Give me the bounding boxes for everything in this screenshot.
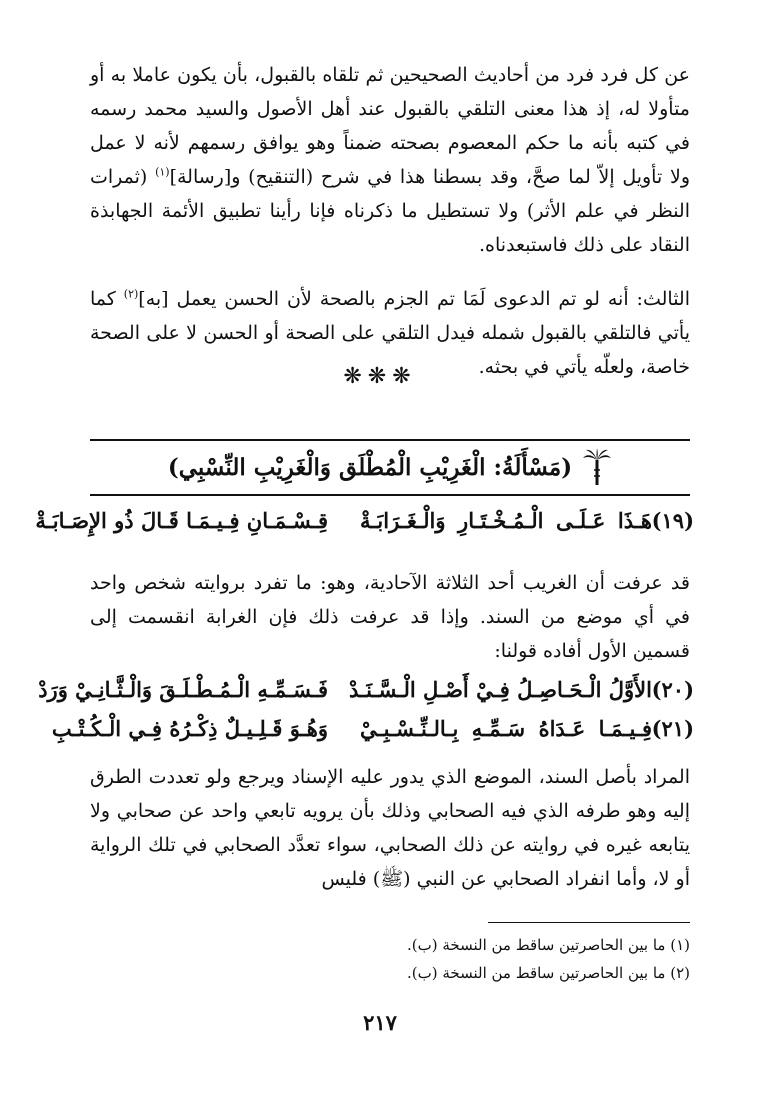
footnote-marker: (٢) <box>670 964 690 982</box>
footnote-divider <box>488 922 690 923</box>
verse-first-hemistich: هَـذَا عَـلَـى الْـمُـخْـتَـارِ وَالْـغَـرَابَـةْ <box>360 508 652 533</box>
paragraph-1-tail: (ثمرات النظر في علم الأثر) ولا تستطيل ما ذكرناه فإنا رأينا تطبيق الأئمة الجهابذة النقاد على ذلك فاستبعدناه. <box>90 166 690 256</box>
paragraph-2-text: الثالث: أنه لو تم الدعوى لَمَا تم الجزم بالصحة لأن الحسن يعمل [به] <box>138 288 690 310</box>
paragraph-2-tail: كما يأتي فالتلقي بالقبول شمله فيدل التلقي على الصحة أو الحسن لا على الصحة خاصة، ولعلّه يأتي في بحثه. <box>90 288 690 378</box>
paragraph-3: قد عرفت أن الغريب أحد الثلاثة الآحادية، وهو: ما تفرد بروايته شخص واحد في أي موضع من السند. وإذا قد عرفت ذلك فإن الغرابة انقسمت إلى قسمين الأول أفاده قولنا: <box>90 572 690 662</box>
heading-rule-top <box>90 439 690 441</box>
footnote-text: ما بين الحاصرتين ساقط من النسخة (ب). <box>407 936 666 954</box>
verse-second-hemistich: فَـسَـمِّـهِ الْـمُـطْـلَـقَ وَالْـثَّـانِـيْ وَرَدْ <box>38 677 328 702</box>
page-number: ٢١٧ <box>363 1010 397 1035</box>
verse-second-hemistich: وَهُـوَ قَـلِـيـلٌ ذِكْـرُهُ فِـي الْـكُـتْـبِ <box>51 716 328 741</box>
verse-first-hemistich: الأَوَّلُ الْـحَـاصِـلُ فِـيْ أَصْـلِ الْـسَّـنَـدْ <box>348 677 652 702</box>
footnote-ref-2: (٢) <box>123 287 139 301</box>
paragraph-4: المراد بأصل السند، الموضع الذي يدور عليه الإسناد ويرجع ولو تعددت الطرق إليه وهو طرفه الذي فيه الصحابي وذلك بأن يرويه تابعي واحد عن صحابي ولا يتابعه غيره في روايته عن ذلك الصحابي، سواء تعدَّد الصحابي في تلك الرواية أو لا، وأما انفراد الصحابي عن النبي (ﷺ) فليس <box>90 766 690 890</box>
footnote-text: ما بين الحاصرتين ساقط من النسخة (ب). <box>407 964 666 982</box>
verse-line <box>51 712 694 746</box>
section-heading-text: (مَسْأَلَةُ: الْغَرِيْبِ الْمُطْلَق وَالْغَرِيْبِ النِّسْبِي) <box>167 453 573 481</box>
palm-tree-icon <box>582 448 612 486</box>
heading-rule-bottom <box>90 494 690 496</box>
verse-second-hemistich: قِـسْـمَـانِ فِـيـمَـا قَـالَ ذُو الإِصَـابَـةْ <box>35 508 328 533</box>
section-separator: ❋❋❋ <box>343 364 417 389</box>
paragraph-1 <box>90 58 690 262</box>
verse-line <box>35 504 694 538</box>
footnote-1 <box>90 932 690 958</box>
verse-line <box>38 673 694 707</box>
footnote-ref-1: (١) <box>155 165 170 179</box>
section-heading <box>90 446 690 488</box>
verse-number: (٢٠) <box>651 677 694 702</box>
verse-number: (٢١) <box>651 716 694 741</box>
verse-number: (١٩) <box>651 508 694 533</box>
footnote-2 <box>90 960 690 986</box>
verse-first-hemistich: فِـيـمَـا عَـدَاهُ سَـمِّـهِ بِـالـنِّـسْـبِـيْ <box>360 716 652 741</box>
footnote-marker: (١) <box>670 936 690 954</box>
paragraph-1-text: عن كل فرد فرد من أحاديث الصحيحين ثم تلقاه بالقبول، بأن يكون عاملا به أو متأولا له، إذ هذا معنى التلقي بالقبول عند أهل الأصول والسيد محمد رسمه في كتبه بأنه ما حكم المعصوم بصحته ضمناً وهو يوافق رسمهم لأنه لا عمل ولا تأويل إلاّ لما صحَّ، وقد بسطنا هذا في شرح (التنقيح) و[رسالة] <box>90 64 690 188</box>
